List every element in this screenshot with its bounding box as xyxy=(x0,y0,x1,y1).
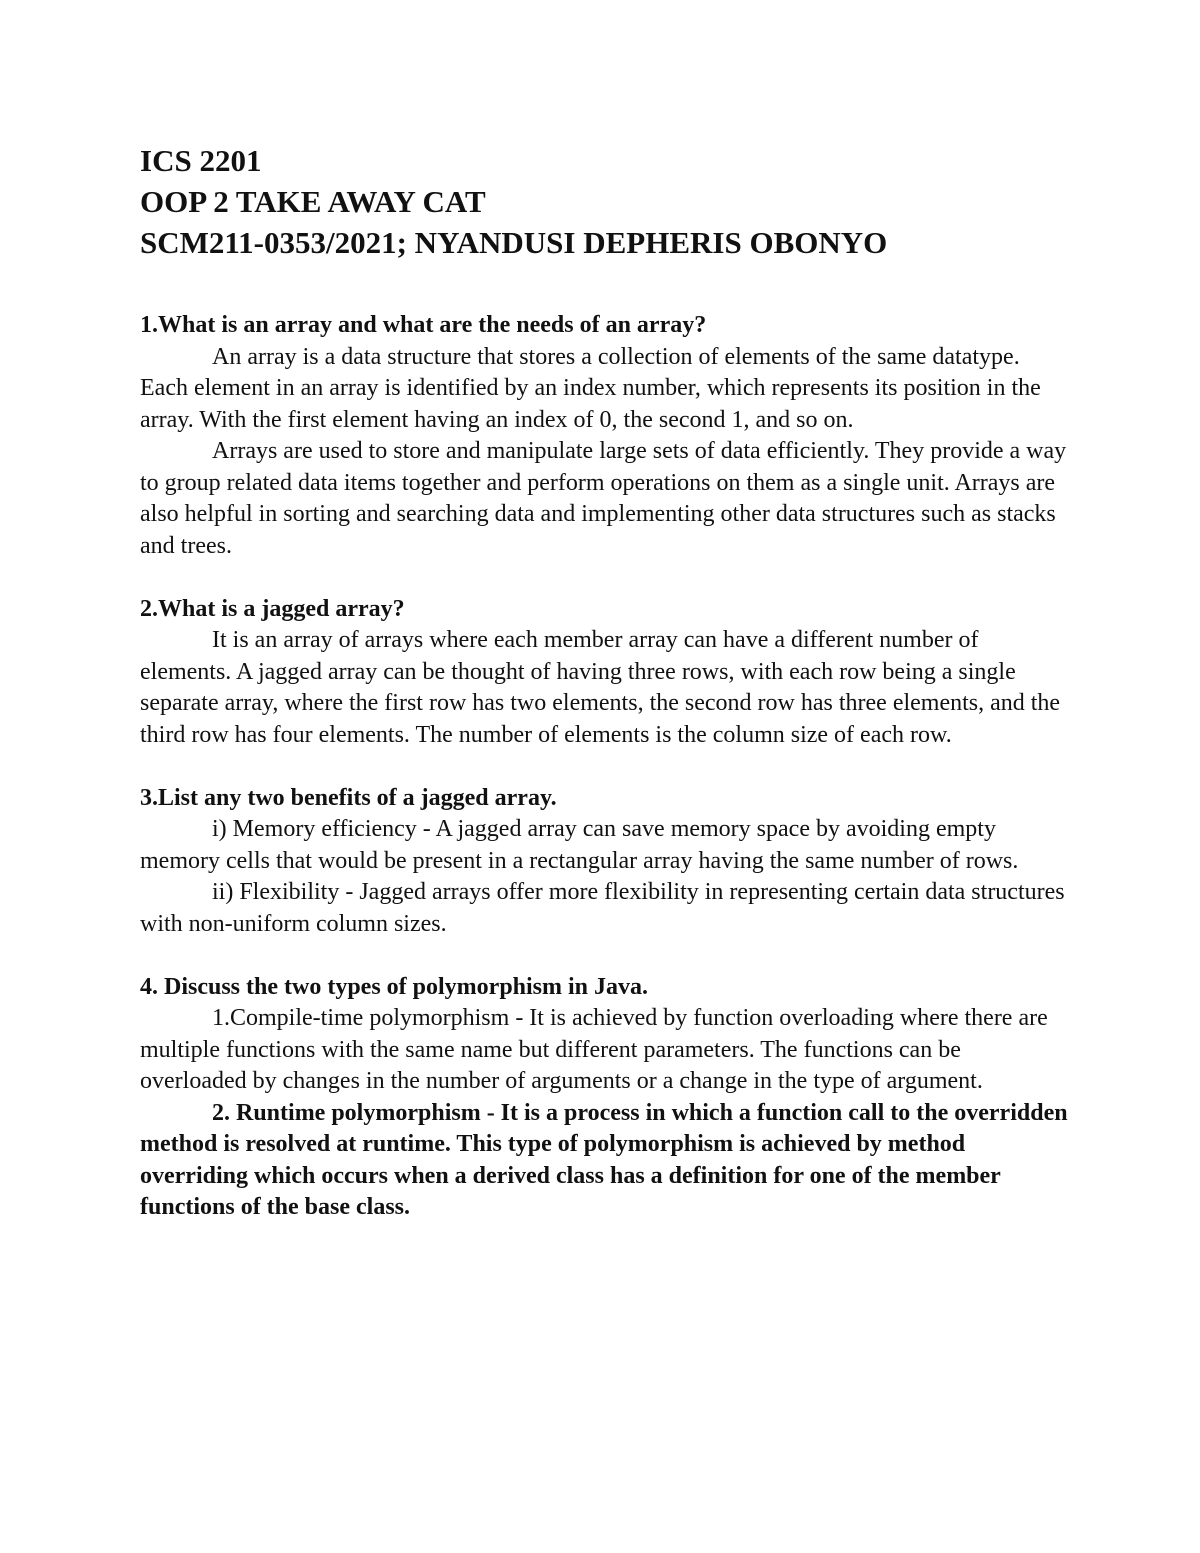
section-question-2 xyxy=(140,594,1070,752)
answer-paragraph: i) Memory efficiency - A jagged array can save memory space by avoiding empty memory cells that would be present in a rectangular array having the same number of rows. xyxy=(140,816,1019,874)
question-heading: 1.What is an array and what are the needs of an array? xyxy=(140,312,707,338)
section-question-4 xyxy=(140,972,1070,1224)
document-title: OOP 2 TAKE AWAY CAT xyxy=(140,184,486,219)
question-heading: 4. Discuss the two types of polymorphism in Java. xyxy=(140,973,649,1000)
student-info: SCM211-0353/2021; NYANDUSI DEPHERIS OBONYO xyxy=(140,225,888,260)
answer-paragraph: 1.Compile-time polymorphism - It is achieved by function overloading where there are multiple functions with the same name but different parameters. The functions can be overloaded by changes in the number of arguments or a change in the type of argument. xyxy=(140,1005,1048,1094)
course-code: ICS 2201 xyxy=(140,143,262,178)
answer-paragraph: 2. Runtime polymorphism - It is a process in which a function call to the overridden method is resolved at runtime. This type of polymorphism is achieved by method overriding which occurs when a derived class has a definition for one of the member functions of the base class. xyxy=(140,1099,1068,1220)
section-question-1 xyxy=(140,310,1070,562)
document-header xyxy=(140,140,1080,263)
section-question-3 xyxy=(140,783,1070,941)
document-body xyxy=(140,310,1070,1255)
answer-paragraph: It is an array of arrays where each member array can have a different number of elements. A jagged array can be thought of having three rows, with each row being a single separate array, where the first row has two elements, the second row has three elements, and the third row has four elements. The number of elements is the column size of each row. xyxy=(140,627,1061,748)
answer-paragraph: ii) Flexibility - Jagged arrays offer more flexibility in representing certain data structures with non-uniform column sizes. xyxy=(140,879,1065,937)
question-heading: 3.List any two benefits of a jagged array. xyxy=(140,784,557,811)
answer-paragraph: An array is a data structure that stores a collection of elements of the same datatype. Each element in an array is identified by an index number, which represents its position in the array. With the first element having an index of 0, the second 1, and so on. xyxy=(140,343,1041,433)
question-heading: 2.What is a jagged array? xyxy=(140,595,405,622)
answer-paragraph: Arrays are used to store and manipulate large sets of data efficiently. They provide a way to group related data items together and perform operations on them as a single unit. Arrays are also helpful in sorting and searching data and implementing other data structures such as stacks and trees. xyxy=(140,438,1067,559)
